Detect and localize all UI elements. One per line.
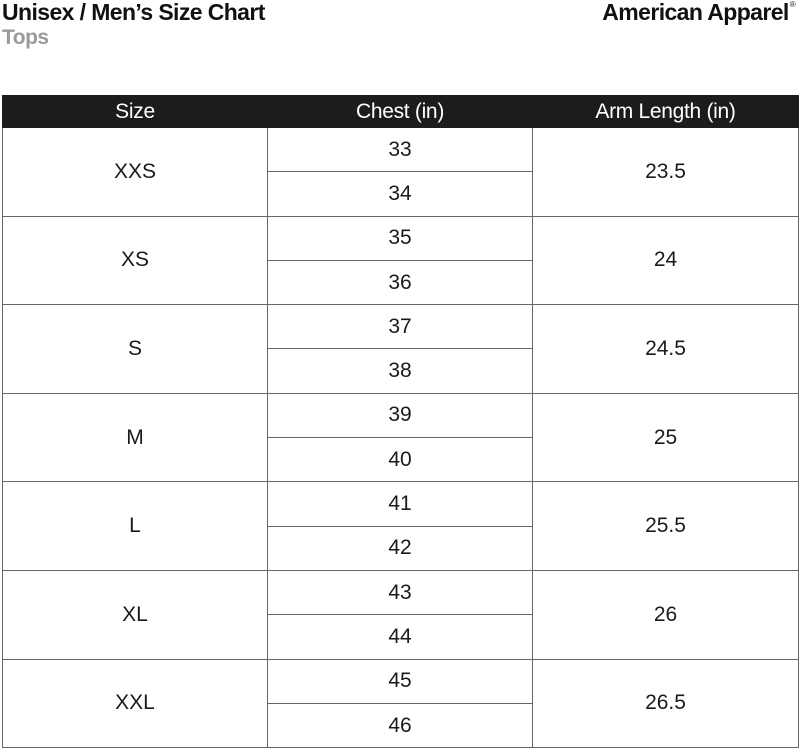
registered-mark: ® <box>789 0 795 10</box>
table-row <box>3 393 799 437</box>
chest-cell: 41 <box>268 482 533 526</box>
table-row <box>3 128 799 172</box>
arm-length-cell: 25.5 <box>533 482 799 571</box>
column-header-chest: Chest (in) <box>268 96 533 128</box>
table-row <box>3 216 799 260</box>
size-cell: XXL <box>3 659 268 748</box>
arm-length-cell: 24.5 <box>533 305 799 394</box>
arm-length-cell: 24 <box>533 216 799 305</box>
arm-length-cell: 26 <box>533 570 799 659</box>
size-cell: XXS <box>3 128 268 217</box>
table-row <box>3 570 799 614</box>
chest-cell: 34 <box>268 172 533 216</box>
column-header-arm-length: Arm Length (in) <box>533 96 799 128</box>
chart-subtitle: Tops <box>2 26 49 49</box>
chest-cell: 42 <box>268 526 533 570</box>
brand-logo <box>602 0 795 26</box>
chest-cell: 45 <box>268 659 533 703</box>
chest-cell: 46 <box>268 703 533 747</box>
arm-length-cell: 23.5 <box>533 128 799 217</box>
size-cell: M <box>3 393 268 482</box>
chest-cell: 36 <box>268 260 533 304</box>
size-chart-table <box>2 95 799 748</box>
size-cell: S <box>3 305 268 394</box>
size-cell: XL <box>3 570 268 659</box>
size-cell: L <box>3 482 268 571</box>
arm-length-cell: 26.5 <box>533 659 799 748</box>
chest-cell: 44 <box>268 615 533 659</box>
chest-cell: 38 <box>268 349 533 393</box>
chest-cell: 40 <box>268 438 533 482</box>
brand-name: American Apparel <box>602 0 789 25</box>
chest-cell: 43 <box>268 570 533 614</box>
chart-title: Unisex / Men’s Size Chart <box>2 0 265 25</box>
chest-cell: 39 <box>268 393 533 437</box>
table-header-row <box>3 96 799 128</box>
chest-cell: 35 <box>268 216 533 260</box>
chest-cell: 33 <box>268 128 533 172</box>
size-cell: XS <box>3 216 268 305</box>
arm-length-cell: 25 <box>533 393 799 482</box>
table-row <box>3 482 799 526</box>
table-row <box>3 659 799 703</box>
table-row <box>3 305 799 349</box>
chest-cell: 37 <box>268 305 533 349</box>
column-header-size: Size <box>3 96 268 128</box>
